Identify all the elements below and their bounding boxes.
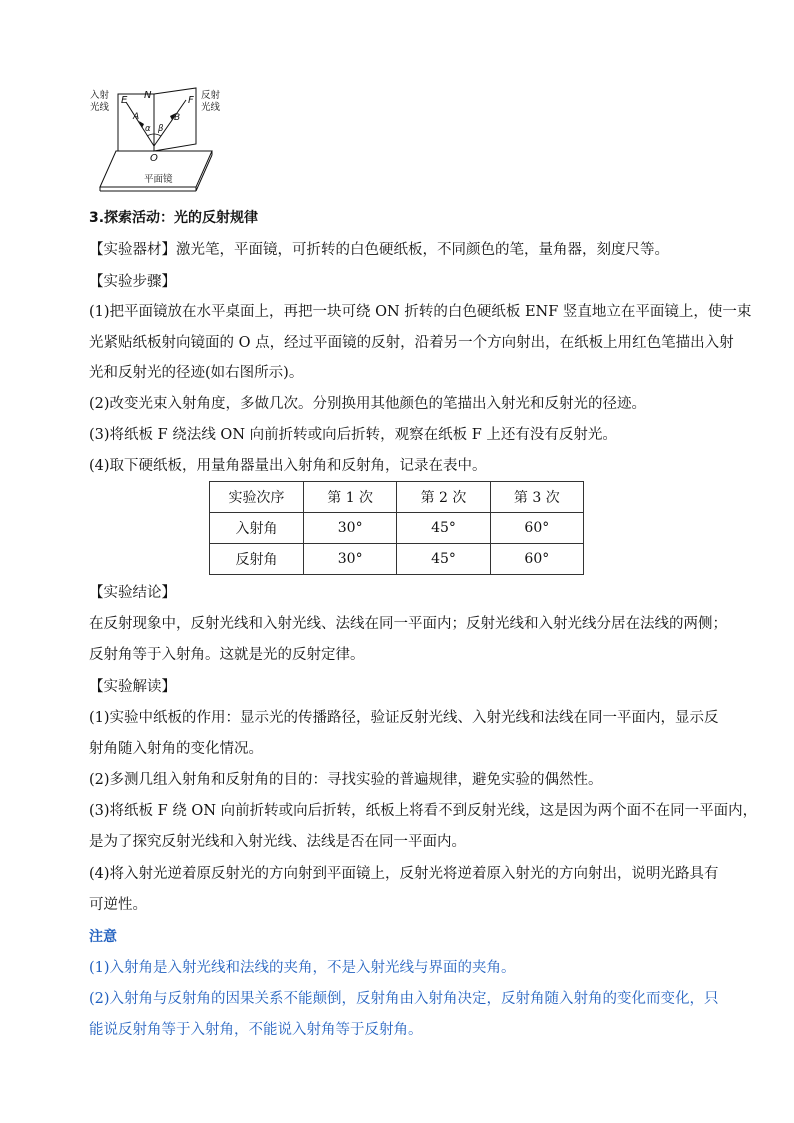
reflected-label-line2: 光线 [201, 102, 221, 113]
table-cell: 第 3 次 [490, 482, 583, 513]
table-header-row [210, 482, 584, 513]
note-2-line1: (2)入射角与反射角的因果关系不能颠倒，反射角由入射角决定，反射角随入射角的变化而变化，只 [89, 991, 719, 1007]
step-1-line1: (1)把平面镜放在水平桌面上，再把一块可绕 ON 折转的白色硬纸板 ENF 竖直地立在平面镜上，使一束 [89, 304, 752, 320]
results-table [209, 481, 584, 575]
interpretation-1-line1: (1)实验中纸板的作用：显示光的传播路径，验证反射光线、入射光线和法线在同一平面内，显示反 [89, 710, 719, 726]
step-4: (4)取下硬纸板，用量角器量出入射角和反射角，记录在表中。 [89, 458, 487, 474]
incident-label-line2: 光线 [90, 102, 110, 113]
table-cell: 30° [304, 513, 397, 544]
mirror-label: 平面镜 [144, 174, 173, 185]
interpretation-header: 【实验解读】 [89, 679, 176, 695]
label-n: N [144, 90, 152, 101]
step-3: (3)将纸板 F 绕法线 ON 向前折转或向后折转，观察在纸板 F 上还有没有反射光。 [89, 427, 617, 443]
steps-header: 【实验步骤】 [89, 274, 176, 290]
interpretation-3-line2: 是为了探究反射光线和入射光线、法线是否在同一平面内。 [89, 834, 466, 850]
label-beta: β [158, 124, 164, 134]
table-cell: 第 1 次 [304, 482, 397, 513]
label-alpha: α [145, 124, 151, 134]
step-1-line3: 光和反射光的径迹(如右图所示)。 [89, 365, 304, 381]
interpretation-4-line2: 可逆性。 [89, 897, 147, 913]
reflection-diagram [86, 84, 226, 194]
table-cell: 45° [397, 513, 490, 544]
label-o: O [150, 153, 158, 164]
note-2-line2: 能说反射角等于入射角，不能说入射角等于反射角。 [89, 1022, 423, 1038]
table-cell: 30° [304, 544, 397, 575]
step-1-line2: 光紧贴纸板射向镜面的 O 点，经过平面镜的反射，沿着另一个方向射出，在纸板上用红色笔描出入射 [89, 335, 734, 351]
step-2: (2)改变光束入射角度，多做几次。分别换用其他颜色的笔描出入射光和反射光的径迹。 [89, 396, 647, 412]
section-title: 3.探索活动：光的反射规律 [89, 210, 259, 226]
label-b: B [174, 113, 181, 123]
interpretation-1-line2: 射角随入射角的变化情况。 [89, 741, 263, 757]
table-cell: 实验次序 [210, 482, 304, 513]
note-1: (1)入射角是入射光线和法线的夹角，不是入射光线与界面的夹角。 [89, 960, 516, 976]
table-cell: 反射角 [210, 544, 304, 575]
equipment-text: 【实验器材】激光笔，平面镜，可折转的白色硬纸板，不同颜色的笔，量角器，刻度尺等。 [89, 242, 669, 258]
reflection-experiment-figure [86, 84, 226, 194]
reflected-label-line1: 反射 [201, 90, 221, 101]
conclusion-line1: 在反射现象中，反射光线和入射光线、法线在同一平面内；反射光线和入射光线分居在法线的两侧； [89, 616, 727, 632]
interpretation-3-line1: (3)将纸板 F 绕 ON 向前折转或向后折转，纸板上将看不到反射光线，这是因为两个面不在同一平面内， [89, 803, 758, 819]
table-cell: 入射角 [210, 513, 304, 544]
table-cell: 第 2 次 [397, 482, 490, 513]
interpretation-4-line1: (4)将入射光逆着原反射光的方向射到平面镜上，反射光将逆着原入射光的方向射出，说明光路具有 [89, 866, 719, 882]
incident-label-line1: 入射 [90, 90, 110, 101]
table-cell: 60° [490, 513, 583, 544]
interpretation-2: (2)多测几组入射角和反射角的目的：寻找实验的普遍规律，避免实验的偶然性。 [89, 772, 603, 788]
table-cell: 60° [490, 544, 583, 575]
label-f: F [188, 95, 194, 106]
note-title: 注意 [89, 929, 117, 945]
table-cell: 45° [397, 544, 490, 575]
label-e: E [121, 95, 128, 106]
conclusion-line2: 反射角等于入射角。这就是光的反射定律。 [89, 647, 365, 663]
conclusion-header: 【实验结论】 [89, 585, 176, 601]
table-row [210, 544, 584, 575]
table-row [210, 513, 584, 544]
label-a: A [133, 112, 140, 122]
